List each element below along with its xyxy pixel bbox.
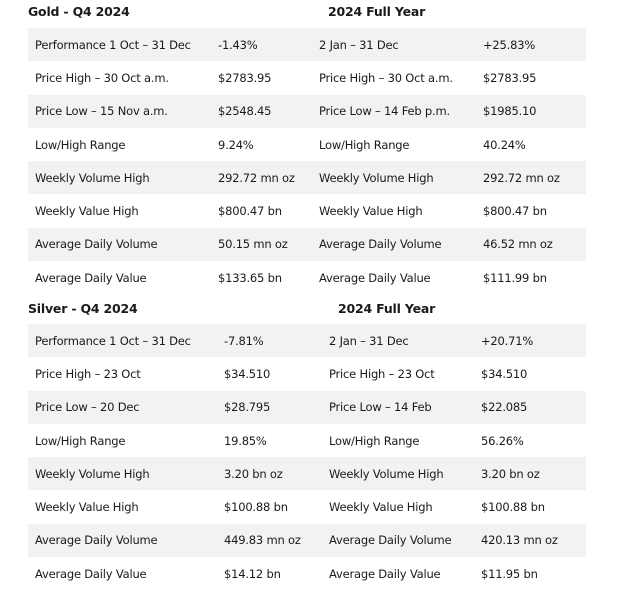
silver-q4-label: Price Low – 20 Dec — [28, 391, 224, 424]
gold-full-year-label: Average Daily Volume — [319, 228, 483, 261]
gold-q4-value: $2783.95 — [218, 61, 319, 94]
gold-q4-label: Average Daily Value — [28, 261, 218, 294]
gold-full-year-value: 40.24% — [483, 128, 586, 161]
gold-q4-value: 292.72 mn oz — [218, 161, 319, 194]
gold-full-year-value: 46.52 mn oz — [483, 228, 586, 261]
silver-q4-value: 449.83 mn oz — [224, 524, 329, 557]
gold-q4-label: Weekly Volume High — [28, 161, 218, 194]
silver-q4-value: 19.85% — [224, 424, 329, 457]
gold-table-row — [28, 95, 586, 128]
gold-full-year-label: Average Daily Value — [319, 261, 483, 294]
silver-q4-label: Weekly Volume High — [28, 457, 224, 490]
silver-q4-value: 3.20 bn oz — [224, 457, 329, 490]
silver-q4-value: $28.795 — [224, 391, 329, 424]
silver-full-year-label: Average Daily Value — [329, 557, 481, 590]
silver-full-year-value: $100.88 bn — [481, 490, 586, 523]
gold-full-year-label: Price High – 30 Oct a.m. — [319, 61, 483, 94]
gold-q4-value: 9.24% — [218, 128, 319, 161]
gold-full-year-label: Price Low – 14 Feb p.m. — [319, 95, 483, 128]
silver-table-row — [28, 490, 586, 523]
silver-table-row — [28, 391, 586, 424]
gold-table-row — [28, 61, 586, 94]
gold-full-year-value: $111.99 bn — [483, 261, 586, 294]
gold-table-row — [28, 28, 586, 61]
gold-q4-value: -1.43% — [218, 28, 319, 61]
gold-q4-title: Gold - Q4 2024 — [28, 4, 130, 19]
silver-full-year-label: Weekly Volume High — [329, 457, 481, 490]
gold-full-year-value: +25.83% — [483, 28, 586, 61]
silver-q4-label: Weekly Value High — [28, 490, 224, 523]
gold-table-row — [28, 261, 586, 294]
silver-full-year-value: 56.26% — [481, 424, 586, 457]
gold-q4-value: $800.47 bn — [218, 194, 319, 227]
silver-full-year-value: $34.510 — [481, 357, 586, 390]
gold-q4-value: 50.15 mn oz — [218, 228, 319, 261]
gold-q4-label: Average Daily Volume — [28, 228, 218, 261]
gold-q4-label: Low/High Range — [28, 128, 218, 161]
silver-full-year-label: Average Daily Volume — [329, 524, 481, 557]
silver-full-year-label: Low/High Range — [329, 424, 481, 457]
silver-q4-value: -7.81% — [224, 324, 329, 357]
gold-q4-label: Price Low – 15 Nov a.m. — [28, 95, 218, 128]
silver-table-row — [28, 524, 586, 557]
silver-table-row — [28, 557, 586, 590]
gold-full-year-value: $1985.10 — [483, 95, 586, 128]
silver-full-year-value: 3.20 bn oz — [481, 457, 586, 490]
silver-q4-value: $14.12 bn — [224, 557, 329, 590]
silver-full-year-title: 2024 Full Year — [338, 301, 436, 316]
gold-q4-value: $2548.45 — [218, 95, 319, 128]
gold-full-year-label: 2 Jan – 31 Dec — [319, 28, 483, 61]
gold-full-year-label: Weekly Volume High — [319, 161, 483, 194]
silver-full-year-value: $11.95 bn — [481, 557, 586, 590]
silver-q4-value: $34.510 — [224, 357, 329, 390]
silver-full-year-label: Price Low – 14 Feb — [329, 391, 481, 424]
silver-full-year-value: $22.085 — [481, 391, 586, 424]
silver-table-row — [28, 424, 586, 457]
silver-table — [28, 324, 586, 590]
silver-q4-label: Average Daily Volume — [28, 524, 224, 557]
gold-full-year-title: 2024 Full Year — [328, 4, 426, 19]
silver-q4-label: Low/High Range — [28, 424, 224, 457]
gold-full-year-value: 292.72 mn oz — [483, 161, 586, 194]
silver-table-row — [28, 324, 586, 357]
gold-table-row — [28, 194, 586, 227]
silver-full-year-value: 420.13 mn oz — [481, 524, 586, 557]
gold-full-year-value: $2783.95 — [483, 61, 586, 94]
gold-q4-label: Performance 1 Oct – 31 Dec — [28, 28, 218, 61]
silver-full-year-label: 2 Jan – 31 Dec — [329, 324, 481, 357]
gold-q4-label: Price High – 30 Oct a.m. — [28, 61, 218, 94]
silver-q4-label: Price High – 23 Oct — [28, 357, 224, 390]
silver-q4-title: Silver - Q4 2024 — [28, 301, 138, 316]
gold-table-row — [28, 228, 586, 261]
silver-full-year-label: Price High – 23 Oct — [329, 357, 481, 390]
silver-q4-label: Average Daily Value — [28, 557, 224, 590]
silver-table-row — [28, 457, 586, 490]
gold-table — [28, 28, 586, 294]
gold-full-year-label: Weekly Value High — [319, 194, 483, 227]
silver-table-row — [28, 357, 586, 390]
gold-full-year-label: Low/High Range — [319, 128, 483, 161]
silver-full-year-label: Weekly Value High — [329, 490, 481, 523]
silver-q4-value: $100.88 bn — [224, 490, 329, 523]
silver-q4-label: Performance 1 Oct – 31 Dec — [28, 324, 224, 357]
gold-full-year-value: $800.47 bn — [483, 194, 586, 227]
gold-q4-value: $133.65 bn — [218, 261, 319, 294]
gold-q4-label: Weekly Value High — [28, 194, 218, 227]
gold-table-row — [28, 161, 586, 194]
silver-full-year-value: +20.71% — [481, 324, 586, 357]
gold-table-row — [28, 128, 586, 161]
